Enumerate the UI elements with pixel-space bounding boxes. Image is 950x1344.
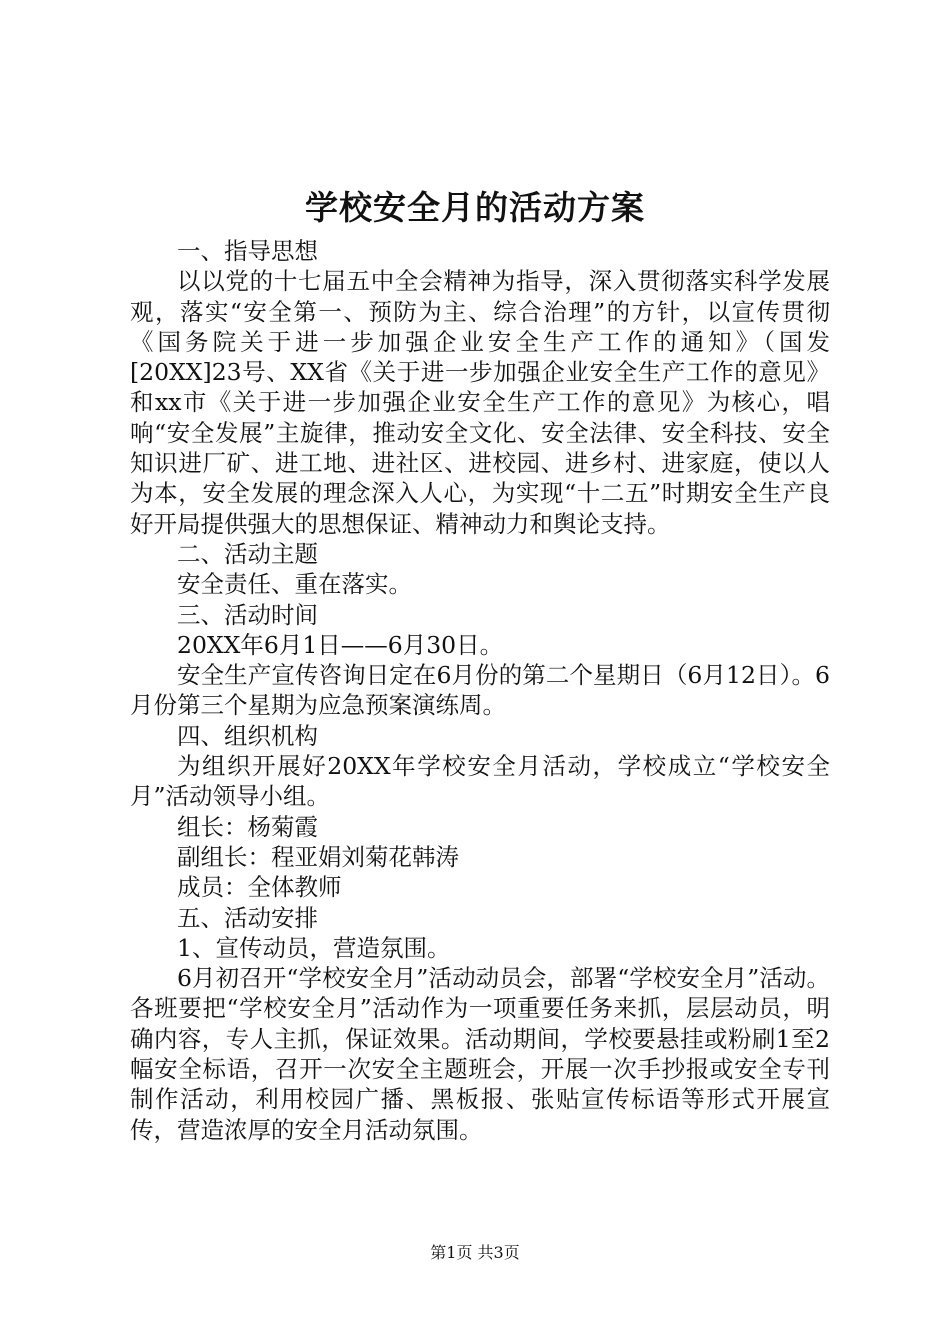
section-heading-organization: 四、组织机构 [177,721,318,750]
section-heading-time: 三、活动时间 [177,600,318,629]
section-heading-theme: 二、活动主题 [177,539,318,568]
document-title: 学校安全月的活动方案 [305,188,645,227]
paragraph-theme: 安全责任、重在落实。 [177,570,412,599]
section-heading-guiding-ideology: 一、指导思想 [177,237,318,265]
paragraph-members: 成员：全体教师 [177,873,342,902]
paragraph-deputy-leaders: 副组长：程亚娟刘菊花韩涛 [177,842,459,871]
subheading-publicity: 1、宣传动员，营造氛围。 [177,933,451,962]
paragraph-time-range: 20XX年6月1日——6月30日。 [177,630,504,659]
paragraph-group-leader: 组长：杨菊霞 [177,812,318,841]
paragraph-organization: 为组织开展好20XX年学校安全月活动，学校成立“学校安全月”活动领导小组。 [130,752,830,811]
page-footer: 第1页 共3页 [430,1243,520,1262]
document-body [130,236,830,1145]
paragraph-publicity: 6月初召开“学校安全月”活动动员会，部署“学校安全月”活动。各班要把“学校安全月”活动作为一项重要任务来抓，层层动员，明确内容，专人主抓，保证效果。活动期间，学校要悬挂或粉刷1至2幅安全标语，召开一次安全主题班会，开展一次手抄报或安全专刊制作活动，利用校园广播、黑板报、张贴宣传标语等形式开展宣传，营造浓厚的安全月活动氛围。 [130,964,830,1144]
section-heading-arrangement: 五、活动安排 [177,903,318,932]
paragraph-consultation-day: 安全生产宣传咨询日定在6月份的第二个星期日（6月12日）。6月份第三个星期为应急预案演练周。 [130,661,830,720]
paragraph-guiding-ideology: 以以党的十七届五中全会精神为指导，深入贯彻落实科学发展观，落实“安全第一、预防为主、综合治理”的方针，以宣传贯彻《国务院关于进一步加强企业安全生产工作的通知》（国发[20XX]23号、XX省《关于进一步加强企业安全生产工作的意见》和xx市《关于进一步加强企业安全生产工作的意见》为核心，唱响“安全发展”主旋律，推动安全文化、安全法律、安全科技、安全知识进厂矿、进工地、进社区、进校园、进乡村、进家庭，使以人为本，安全发展的理念深入人心，为实现“十二五”时期安全生产良好开局提供强大的思想保证、精神动力和舆论支持。 [130,267,830,538]
